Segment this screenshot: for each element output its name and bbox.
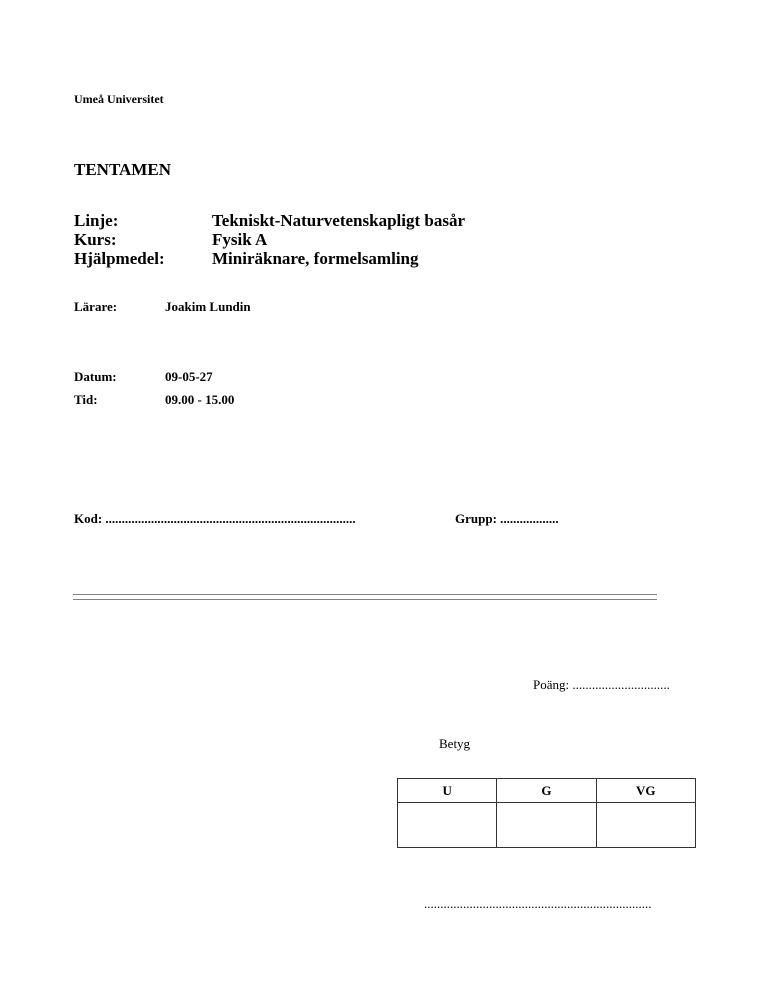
grade-header-vg: VG xyxy=(596,779,695,803)
date-label: Datum: xyxy=(74,369,117,384)
kod-field[interactable]: Kod: ............................................................................. xyxy=(74,511,356,526)
info-label-hjalpmedel: Hjälpmedel: xyxy=(74,249,165,268)
poang-field[interactable]: Poäng: .............................. xyxy=(533,677,670,692)
info-value-linje: Tekniskt-Naturvetenskapligt basår xyxy=(212,211,465,230)
info-value-hjalpmedel: Miniräknare, formelsamling xyxy=(212,249,419,268)
grade-cell-vg[interactable] xyxy=(596,803,695,848)
signature-line[interactable]: ...................................................................... xyxy=(424,896,652,911)
grade-mark-row xyxy=(398,803,696,848)
info-label-linje: Linje: xyxy=(74,211,119,230)
grade-header-g: G xyxy=(497,779,596,803)
date-value: 09-05-27 xyxy=(165,369,213,384)
info-label-kurs: Kurs: xyxy=(74,230,117,249)
teacher-name: Joakim Lundin xyxy=(165,299,251,314)
time-value: 09.00 - 15.00 xyxy=(165,392,235,407)
grade-cell-g[interactable] xyxy=(497,803,596,848)
time-label: Tid: xyxy=(74,392,98,407)
grade-header-u: U xyxy=(398,779,497,803)
university-name: Umeå Universitet xyxy=(74,92,164,106)
document-title: TENTAMEN xyxy=(74,160,171,179)
teacher-label: Lärare: xyxy=(74,299,118,314)
betyg-label: Betyg xyxy=(439,736,471,751)
grade-table xyxy=(397,778,696,848)
divider-line-bottom xyxy=(73,599,657,600)
grupp-field[interactable]: Grupp: .................. xyxy=(455,511,559,526)
info-value-kurs: Fysik A xyxy=(212,230,268,249)
divider-line-top xyxy=(73,594,657,595)
grade-header-row xyxy=(398,779,696,803)
grade-cell-u[interactable] xyxy=(398,803,497,848)
